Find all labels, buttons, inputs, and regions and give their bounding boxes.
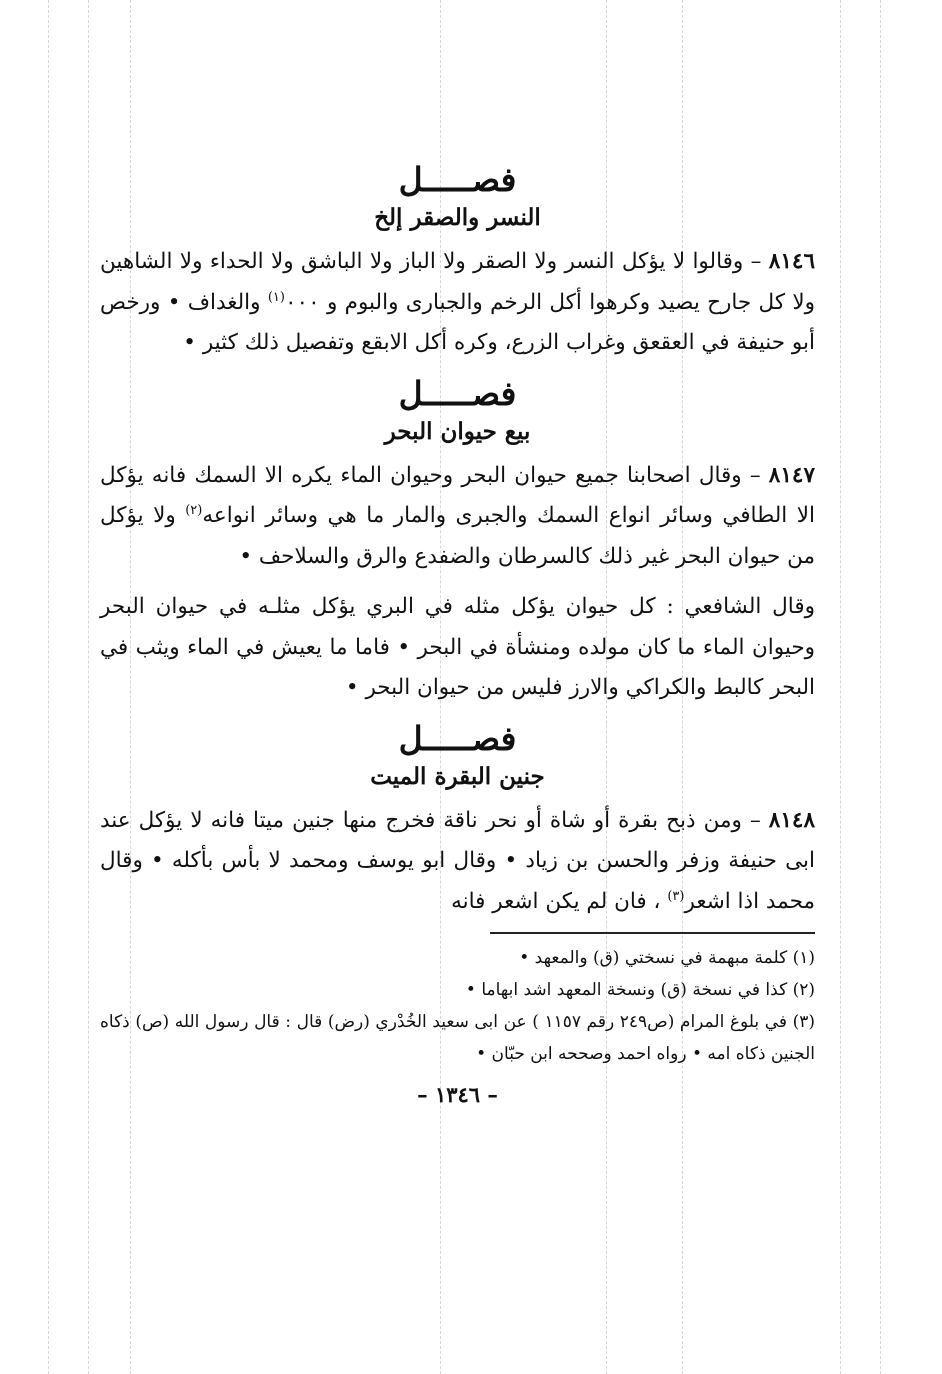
- paragraph-text: وقال الشافعي : كل حيوان يؤكل مثله في البري يؤكل مثلـه في حيوان البحر وحيوان الماء ما كان مولده ومنشأة في البحر • فاما ما يعيش في الماء ويثب في البحر كالبط والكراكي والارز فليس من حيوان البحر •: [100, 594, 815, 700]
- paragraph: [100, 801, 815, 923]
- paragraph-text: والغداف • ورخص أبو حنيفة في العقعق وغراب الزرع، وكره أكل الابقع وتفصيل ذلك كثير •: [100, 289, 815, 355]
- scan-guide-line: [88, 0, 89, 1374]
- section-1: [100, 160, 815, 364]
- paragraph: [100, 587, 815, 709]
- scan-guide-line: [48, 0, 49, 1374]
- section-heading: فصـــــل: [398, 718, 517, 758]
- paragraph-number: ٨١٤٧: [768, 462, 815, 488]
- page-content: [100, 160, 815, 1107]
- paragraph-text: ولا يؤكل من حيوان البحر غير ذلك كالسرطان والضفدع والرق والسلاحف •: [100, 503, 815, 569]
- paragraph-number: ٨١٤٨: [768, 807, 815, 833]
- paragraph-text: – وقال اصحابنا جميع حيوان البحر وحيوان الماء يكره الا السمك فانه يؤكل الا الطافي وسائر انواع السمك والجبرى والمار ما هي وسائر انواعه: [100, 462, 815, 528]
- section-2: [100, 374, 815, 709]
- scan-guide-line: [880, 0, 881, 1374]
- footnote-ref: (٣): [667, 888, 685, 904]
- section-subheading: النسر والصقر إلخ: [374, 204, 541, 231]
- footnote: (١) كلمة مبهمة في نسختي (ق) والمعهد •: [519, 948, 815, 968]
- footnote-divider: [490, 932, 815, 934]
- footnote: (٢) كذا في نسخة (ق) ونسخة المعهد اشد ابهاما •: [465, 980, 815, 1000]
- section-subheading: بيع حيوان البحر: [384, 417, 531, 445]
- footnote-ref: (١): [267, 289, 285, 305]
- footnotes: [100, 942, 815, 1070]
- section-3: [100, 719, 815, 923]
- scan-guide-line: [840, 0, 841, 1374]
- section-heading: فصـــــل: [398, 160, 517, 199]
- paragraph: [100, 242, 815, 364]
- section-subheading: جنين البقرة الميت: [370, 762, 545, 790]
- paragraph: [100, 456, 815, 578]
- footnote: (٣) في بلوغ المرام (ص٢٤٩ رقم ١١٥٧ ) عن ابى سعيد الخُدْري (رض) قال : قال رسول الله (ص) ذكاه الجنين ذكاه امه • رواه احمد وصححه ابن حبّان •: [100, 1012, 815, 1064]
- paragraph-number: ٨١٤٦: [768, 249, 815, 274]
- section-heading: فصـــــل: [398, 373, 517, 413]
- footnote-ref: (٢): [185, 502, 203, 518]
- paragraph-text: ، فان لم يكن اشعر فانه: [451, 888, 668, 914]
- paragraph-text: – ومن ذبح بقرة أو شاة أو نحر ناقة فخرج منها جنين ميتا فانه لا يؤكل عند ابى حنيفة وزفر والحسن بن زياد • وقال ابو يوسف ومحمد لا بأس بأكله • وقال محمد اذا اشعر: [100, 807, 815, 914]
- paragraph-text: – وقالوا لا يؤكل النسر ولا الصقر ولا الباز ولا الباشق ولا الحداء ولا الشاهين ولا كل جارح يصيد وكرهوا أكل الرخم والجبارى والبوم و ٠٠٠: [100, 249, 816, 315]
- page-number: – ١٣٤٦ –: [417, 1082, 498, 1107]
